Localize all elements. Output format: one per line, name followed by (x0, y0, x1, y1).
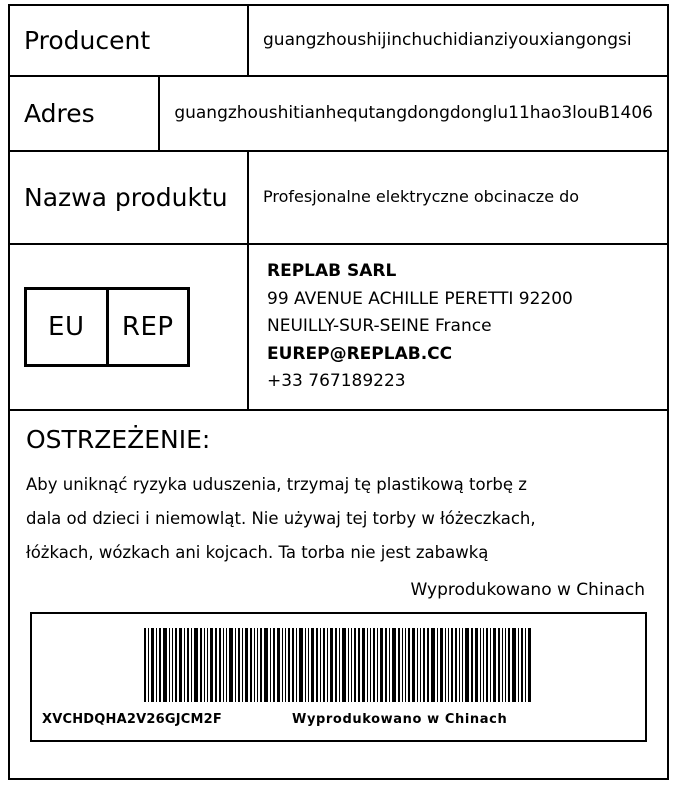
eu-rep-email: EUREP@REPLAB.CC (267, 343, 453, 364)
row-value-nazwa-produktu: Profesjonalne elektryczne obcinacze do (263, 187, 580, 207)
warning-line-2: dala od dzieci i niemowląt. Nie używaj tej torby w łóżeczkach, (26, 509, 536, 529)
barcode-meta (42, 712, 635, 727)
warning-section (10, 411, 667, 778)
barcode-image (42, 628, 635, 702)
row-value-adres: guangzhoushitianhequtangdongdonglu11hao3louB1406 (174, 103, 653, 124)
row-value-producent: guangzhoushijinchuchidianziyouxiangongsi (263, 30, 632, 51)
eu-rep-details (249, 245, 667, 409)
barcode-code: XVCHDQHA2V26GJCM2F (42, 712, 222, 728)
eu-rep-address-line-2: NEUILLY-SUR-SEINE France (267, 316, 492, 337)
warning-line-1: Aby uniknąć ryzyka uduszenia, trzymaj tę plastikową torbę z (26, 475, 527, 494)
eu-representative-row (10, 245, 667, 411)
eu-rep-icon (24, 287, 190, 367)
eu-rep-phone: +33 767189223 (267, 371, 406, 392)
eu-rep-badge-left: EU (27, 290, 109, 364)
row-key-nazwa-produktu: Nazwa produktu (10, 152, 249, 243)
eu-rep-company: REPLAB SARL (267, 261, 397, 282)
table-row (10, 77, 667, 152)
warning-line-3: łóżkach, wózkach ani kojcach. Ta torba nie jest zabawką (26, 543, 489, 563)
row-key-adres: Adres (10, 77, 160, 150)
barcode-caption: Wyprodukowano w Chinach (292, 712, 508, 728)
row-key-producent: Producent (10, 6, 249, 75)
barcode-panel (30, 612, 647, 742)
label-sheet (8, 4, 669, 780)
eu-rep-symbol-cell (10, 245, 249, 409)
warning-title: OSTRZEŻENIE: (26, 425, 211, 454)
made-in-text: Wyprodukowano w Chinach (410, 579, 645, 600)
table-row (10, 6, 667, 77)
eu-rep-address-line-1: 99 AVENUE ACHILLE PERETTI 92200 (267, 288, 573, 309)
eu-rep-badge-right: REP (121, 312, 174, 342)
table-row (10, 152, 667, 245)
